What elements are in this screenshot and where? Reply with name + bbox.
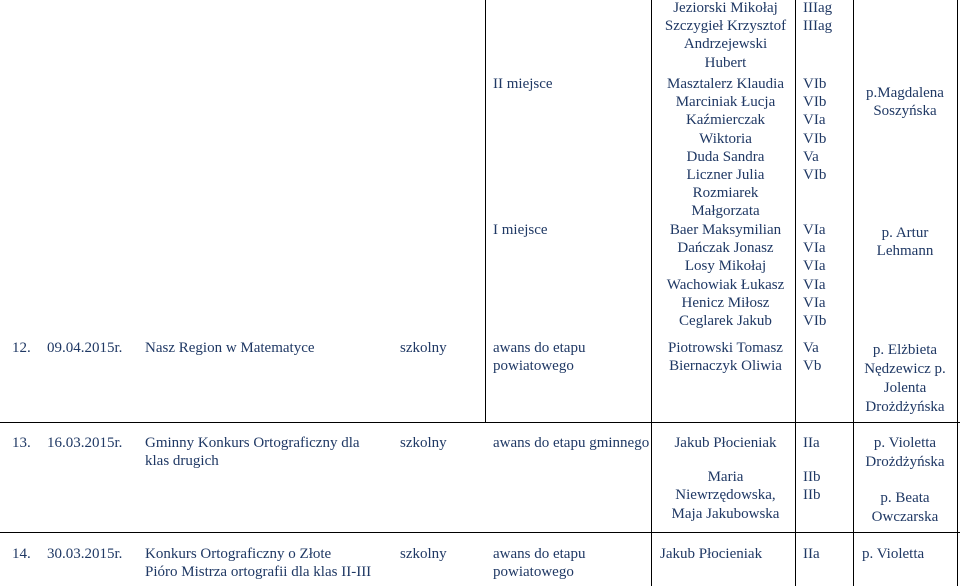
second-teacher-1: p.Magdalena xyxy=(866,85,944,101)
row14-class: IIa xyxy=(803,546,820,562)
row13-classes xyxy=(803,434,821,505)
row12-class-1: Va xyxy=(803,340,819,356)
top-class-2: IIIag xyxy=(803,18,833,35)
second-class-6: VIb xyxy=(803,167,827,184)
row13-level: szkolny xyxy=(400,435,447,451)
row12-level: szkolny xyxy=(400,340,447,356)
row13-contest-name xyxy=(145,434,360,470)
row14-teacher: p. Violetta xyxy=(862,546,925,562)
row14-result-2: powiatowego xyxy=(493,564,574,581)
row14-name-2: Pióro Mistrza ortografii dla klas II-III xyxy=(145,564,372,581)
first-class-2: VIa xyxy=(803,240,826,257)
first-teacher-1: p. Artur xyxy=(881,225,929,241)
row14-date: 30.03.2015r. xyxy=(47,546,123,562)
second-name-6: Liczner Julia xyxy=(686,167,765,184)
first-name-6: Ceglarek Jakub xyxy=(679,313,772,330)
second-name-5: Duda Sandra xyxy=(686,148,765,165)
row12-date: 09.04.2015r. xyxy=(47,340,123,356)
col-divider-5 xyxy=(957,0,958,586)
row13-teacher-1: p. Violetta xyxy=(873,435,937,451)
row14-result-1: awans do etapu xyxy=(493,546,586,562)
first-place-names xyxy=(658,221,793,330)
second-teacher-2: Soszyńska xyxy=(873,103,937,120)
second-class-3: VIa xyxy=(803,112,826,129)
second-class-1: VIb xyxy=(803,76,827,92)
top-class-1: IIIag xyxy=(803,0,833,16)
first-class-4: VIa xyxy=(803,276,826,293)
row13-number: 13. xyxy=(12,435,31,451)
first-teacher-2: Lehmann xyxy=(876,243,934,260)
row12-name-2: Biernaczyk Oliwia xyxy=(669,358,782,375)
row12-teacher-3: Jolenta xyxy=(883,380,927,396)
row14-result xyxy=(493,545,585,581)
row13-teacher xyxy=(855,434,955,527)
second-class-4: VIb xyxy=(803,130,827,147)
top-name-2: Szczygieł Krzysztof xyxy=(664,18,787,35)
col-divider-3 xyxy=(795,0,796,586)
top-name-3: Andrzejewski xyxy=(683,36,768,53)
row12-contest-name: Nasz Region w Matematyce xyxy=(145,340,315,356)
row12-teacher-1: p. Elżbieta xyxy=(872,342,938,358)
second-place-teacher xyxy=(855,84,955,120)
row12-teacher xyxy=(855,341,955,417)
row12-result xyxy=(493,339,585,375)
row12-name-1: Piotrowski Tomasz xyxy=(668,340,783,356)
first-name-4: Wachowiak Łukasz xyxy=(666,276,785,293)
second-class-2: VIb xyxy=(803,94,827,111)
row13-class-2: IIb xyxy=(803,469,821,486)
first-name-1: Baer Maksymilian xyxy=(669,222,782,238)
top-name-1: Jeziorski Mikołaj xyxy=(673,0,778,16)
second-name-1: Masztalerz Klaudia xyxy=(666,76,785,92)
second-name-3: Kaźmierczak xyxy=(685,112,766,129)
row12-teacher-2: Nędzewicz p. xyxy=(864,361,946,377)
row14-number: 14. xyxy=(12,546,31,562)
row13-name-a: Jakub Płocieniak xyxy=(674,435,777,451)
second-place-label: II miejsce xyxy=(493,76,553,92)
first-name-3: Losy Mikołaj xyxy=(684,258,767,275)
first-class-5: VIa xyxy=(803,294,826,311)
top-names xyxy=(658,0,793,72)
row13-name-2: klas drugich xyxy=(145,453,219,470)
row13-name-b: Maria xyxy=(707,469,744,486)
row-divider-13 xyxy=(0,422,960,423)
row13-class-1: IIa xyxy=(803,435,820,451)
row14-name-1: Konkurs Ortograficzny o Złote xyxy=(145,546,332,562)
row14-student-name: Jakub Płocieniak xyxy=(660,546,763,562)
first-name-2: Dańczak Jonasz xyxy=(677,240,774,257)
second-name-7: Rozmiarek xyxy=(692,185,759,202)
top-classes xyxy=(803,0,832,35)
second-class-5: Va xyxy=(803,148,819,165)
second-name-8: Małgorzata xyxy=(691,203,760,220)
row12-result-1: awans do etapu xyxy=(493,340,586,356)
row13-teacher-2: Drożdżyńska xyxy=(865,454,945,470)
col-divider-1 xyxy=(485,0,486,422)
row14-level: szkolny xyxy=(400,546,447,562)
row12-names xyxy=(658,339,793,375)
row13-names xyxy=(658,434,793,523)
second-place-classes xyxy=(803,75,826,184)
row12-classes xyxy=(803,339,821,375)
first-class-6: VIb xyxy=(803,313,827,330)
row13-teacher-3: p. Beata xyxy=(880,490,930,506)
row13-name-1: Gminny Konkurs Ortograficzny dla xyxy=(145,435,360,451)
row13-result: awans do etapu gminnego xyxy=(493,435,650,451)
row12-teacher-4: Drożdżyńska xyxy=(865,399,945,415)
first-class-3: VIa xyxy=(803,258,826,275)
first-place-classes xyxy=(803,221,826,330)
row13-class-3: IIb xyxy=(803,487,821,504)
col-divider-4 xyxy=(853,0,854,586)
row13-name-c: Niewrzędowska, xyxy=(675,487,776,504)
first-place-teacher xyxy=(855,224,955,260)
top-name-4: Hubert xyxy=(704,54,747,71)
row-divider-14 xyxy=(0,532,960,533)
row12-result-2: powiatowego xyxy=(493,358,574,375)
row13-name-d: Maja Jakubowska xyxy=(671,505,780,522)
second-name-4: Wiktoria xyxy=(699,130,752,147)
row14-contest-name xyxy=(145,545,371,581)
second-place-names xyxy=(658,75,793,221)
col-divider-2 xyxy=(651,0,652,586)
row12-number: 12. xyxy=(12,340,31,356)
first-class-1: VIa xyxy=(803,222,826,238)
first-place-label: I miejsce xyxy=(493,222,548,238)
row13-teacher-4: Owczarska xyxy=(871,509,939,525)
second-name-2: Marciniak Łucja xyxy=(675,94,776,111)
row12-class-2: Vb xyxy=(803,358,822,375)
first-name-5: Henicz Miłosz xyxy=(681,294,770,311)
row13-date: 16.03.2015r. xyxy=(47,435,123,451)
